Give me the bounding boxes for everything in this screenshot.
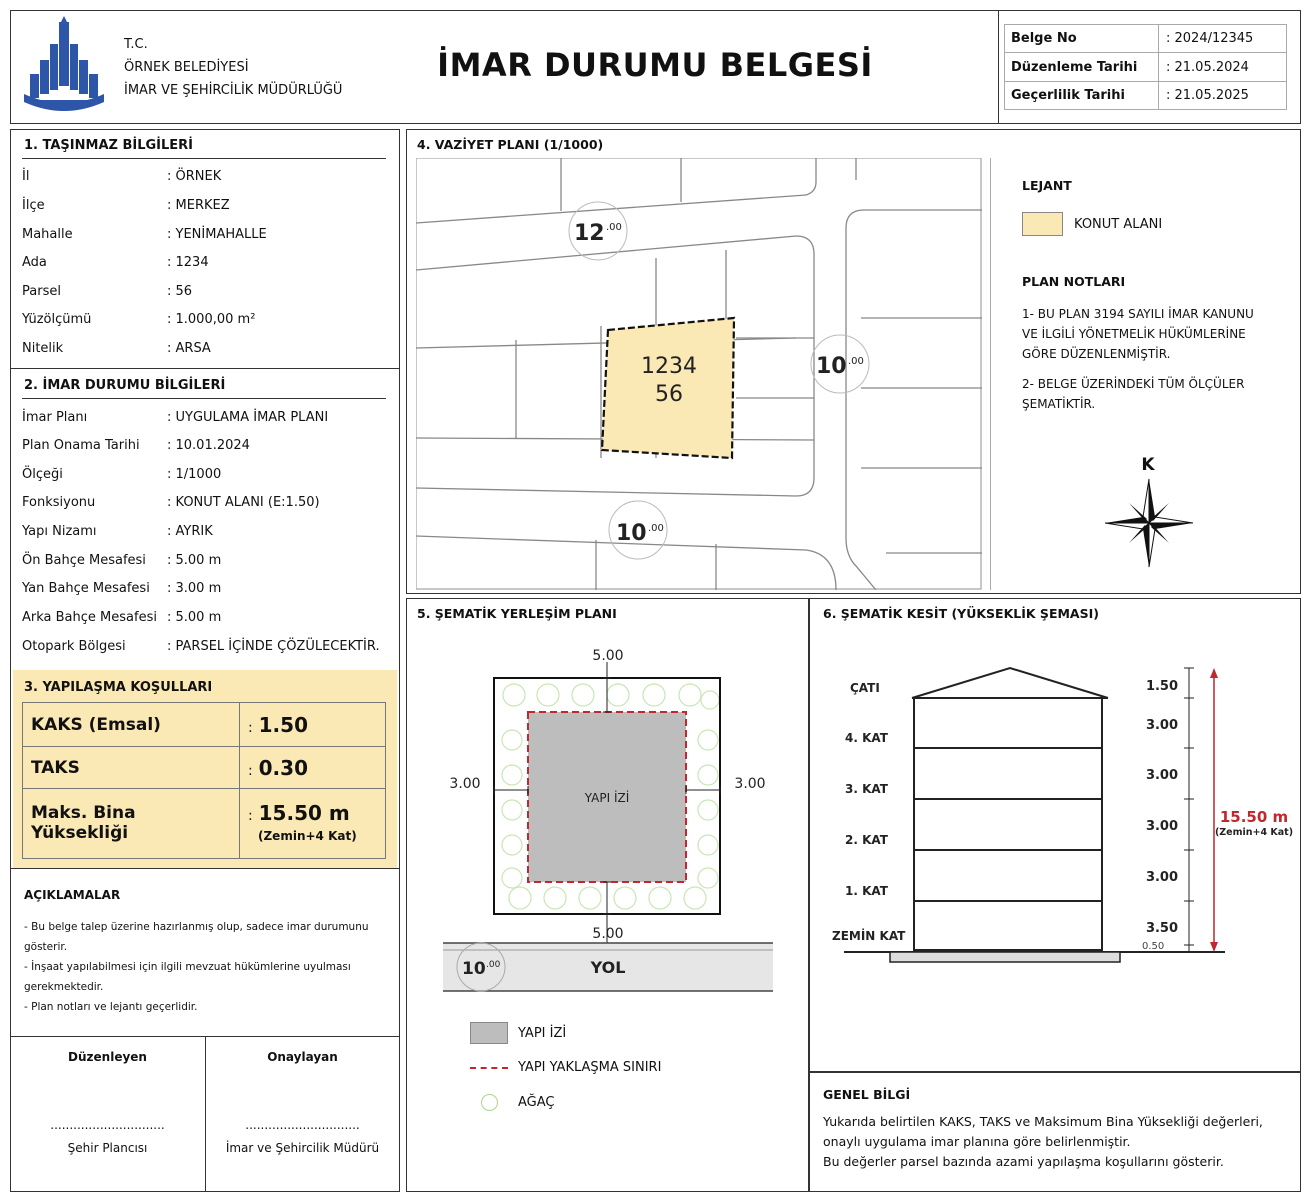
legend-residential-swatch [1022,212,1063,236]
org-line-2: ÖRNEK BELEDİYESİ [124,60,249,75]
meta-label-valid-date: Geçerlilik Tarihi [1011,88,1125,103]
svg-text:.00: .00 [648,523,664,534]
floor-label-1: 1. KAT [845,884,888,898]
legend-footprint-label: YAPI İZİ [518,1026,567,1041]
org-line-3: İMAR VE ŞEHİRCİLİK MÜDÜRLÜĞÜ [124,83,343,98]
north-arrow-icon [1104,478,1194,568]
floor-height-4: 3.00 [1145,718,1179,733]
signature-left-line: .............................. [50,1118,165,1132]
svg-text:.00: .00 [848,356,864,367]
svg-text:.00: .00 [486,960,501,970]
plan-notes-text: 1- BU PLAN 3194 SAYILI İMAR KANUNU VE İLGİLİ YÖNETMELİK HÜKÜMLERİNE GÖRE DÜZENLENMİŞTİR. 2- BELGE ÜZERİNDEKİ TÜM ÖLÇÜLER ŞEMATİKTİR. [1022,307,1254,411]
back-setback: 5.00 [592,926,624,942]
height-cell: : 15.50 m (Zemin+4 Kat) [240,789,386,859]
layout-plan-title: 5. ŞEMATİK YERLEŞİM PLANI [417,606,617,621]
layout-road-width: 10 [462,959,486,979]
legend-footprint-swatch [470,1022,508,1044]
legend-setback-line [470,1067,508,1069]
section-title: 6. ŞEMATİK KESİT (YÜKSEKLİK ŞEMASI) [823,606,1099,621]
height-label: Maks. Bina Yüksekliği [23,789,240,859]
road-label: YOL [590,958,626,977]
site-plan-title: 4. VAZİYET PLANI (1/1000) [417,137,604,152]
svg-text:.00: .00 [606,222,622,233]
floor-height-roof: 1.50 [1145,679,1179,694]
floor-height-ground: 3.50 [1145,921,1179,936]
meta-value-valid-date: : 21.05.2025 [1166,88,1249,103]
signature-left-role: Şehir Plancısı [67,1141,148,1155]
site-plan-map [416,158,982,590]
floor-label-2: 2. KAT [845,833,888,847]
org-line-1: T.C. [124,37,148,52]
road-width-right: 10 [816,354,847,379]
floor-height-3: 3.00 [1145,768,1179,783]
taks-value: 0.30 [258,755,308,780]
notes-title: AÇIKLAMALAR [24,888,121,902]
meta-label-issue-date: Düzenleme Tarihi [1011,60,1138,75]
left-column [10,129,400,1192]
total-height-note: (Zemin+4 Kat) [1214,827,1294,838]
section-drawing [820,660,1298,972]
parcel-no: 56 [655,382,683,407]
floor-label-roof: ÇATI [850,681,880,695]
north-label: K [1141,455,1155,475]
floor-label-3: 3. KAT [845,782,888,796]
road-width-top: 12 [574,221,605,246]
signature-right-title: Onaylayan [267,1050,338,1064]
layout-plan-drawing [440,640,780,1000]
general-info-text: Yukarıda belirtilen KAKS, TAKS ve Maksimum Bina Yüksekliği değerleri, onaylı uygulama imar planına göre belirlenmiştir. Bu değerler parsel bazında azami yapılaşma koşullarını gösterir. [823,1114,1263,1169]
taks-cell: : 0.30 [240,747,386,789]
height-note: (Zemin+4 Kat) [258,829,357,843]
meta-value-doc-no: : 2024/12345 [1166,31,1254,46]
floor-height-2: 3.00 [1145,819,1179,834]
zoning-certificate: T.C. ÖRNEK BELEDİYESİ İMAR VE ŞEHİRCİLİK MÜDÜRLÜĞÜ İMAR DURUMU BELGESİ Belge No : 2024/12345 Düzenleme Tarihi : 21.05.2024 Geçerlilik Tarihi : 21.05.2025 1. TAŞINMAZ BİLGİLERİ İl : ÖRNEK İlçe : MERKEZ Mahalle : YENİMAHALLE Ada : 1234 Parsel : 56 Yüzölçümü : 1.000,00 m² Nitelik : ARSA 2. İMAR DURUMU BİLGİLERİ İmar Planı : UYGULAMA İMAR PLANI Plan Onama Tarihi : 10.01.2024 Ölçeği : 1/1000 Fonksiyonu : KONUT ALANI (E:1.50) Yapı Nizamı : AYRIK Ön Bahçe Mesafesi : 5.00 m Yan Bahçe Mesafesi : 3.00 m Arka Bahçe Mesafesi : 5.00 m Otopark Bölgesi : PARSEL İÇİNDE ÇÖZÜLECEKTİR. 3. YAPILAŞMA KOŞULLARI KAKS (Emsal) : 1.50 TAKS : 0.30 Maks. Bina Yüksekliği : 15.50 m (Zemin+4 Kat) AÇIKLAMALAR - Bu belge talep üzerine hazırlanmış olup, sadece imar durumunu gösterir. - İnşaat yapılabilmesi için ilgili mevzuat hükümlerine uyulması gerekmektedir. - Plan notları ve lejantı geçerlidir. Düzenleyen .............................. Şehir Plancısı Onaylayan .............................. İmar ve Şehircilik Müdürü 4. VAZİYET PLANI (1/1000) 1234 56 12 .00 10 .00 10 .00 LEJANT KONUT ALANI PLAN NOTLARI 1- BU PLAN 3194 SAYILI İMAR KANUNU VE İLGİLİ YÖNETMELİK HÜKÜMLERİNE GÖRE DÜZENLENMİŞTİR. 2- BELGE ÜZERİNDEKİ TÜM ÖLÇÜLER ŞEMATİKTİR. K 5. ŞEMATİK YERLEŞİM PLANI YAPI İZİ 5.00 5.00 3.00 3.00 YOL 10 .00 YAPI İZİ YAPI YAKLAŞMA SINIRI AĞAÇ 6. ŞEMATİK KESİT (YÜKSEKLİK ŞEMASI) ÇATI 4. KAT 3. KAT 2. KAT 1. KAT ZEMİN KAT 1.50 3.00 3.00 3.00 3.00 3.50 0.50 15.50 m (Zemin+4 Kat) GENEL BİLGİ Yukarıda belirtilen KAKS, TAKS ve Maksimum Bina Yüksekliği değerleri, onaylı uygulama imar planına göre belirlenmiştir. Bu değerler parsel bazında azami yapılaşma koşullarını gösterir. [0,0,1310,1201]
base-height: 0.50 [1142,941,1165,952]
notes-text: - Bu belge talep üzerine hazırlanmış olup, sadece imar durumunu gösterir. - İnşaat yapılabilmesi için ilgili mevzuat hükümlerine uyulması gerekmektedir. - Plan notları ve lejantı geçerlidir. [24,921,369,1013]
signature-left-title: Düzenleyen [68,1050,147,1064]
plan-notes-title: PLAN NOTLARI [1022,274,1126,289]
height-value: 15.50 m [258,801,350,825]
floor-label-4: 4. KAT [845,731,888,745]
legend-tree-label: AĞAÇ [518,1095,555,1110]
meta-label-doc-no: Belge No [1011,31,1077,46]
taks-label: TAKS [23,747,240,789]
legend-title: LEJANT [1022,178,1072,193]
conditions-table [22,702,386,859]
road-width-bottom: 10 [616,521,647,546]
signature-right-role: İmar ve Şehircilik Müdürü [225,1141,380,1155]
floor-label-ground: ZEMİN KAT [832,929,906,943]
legend-setback-label: YAPI YAKLAŞMA SINIRI [518,1060,662,1075]
zoning-title: 2. İMAR DURUMU BİLGİLERİ [24,378,226,393]
legend-residential-label: KONUT ALANI [1074,217,1163,232]
municipality-logo-icon [22,16,106,118]
document-title: İMAR DURUMU BELGESİ [437,46,873,84]
property-title: 1. TAŞINMAZ BİLGİLERİ [24,138,194,153]
front-setback: 5.00 [592,648,624,664]
total-height: 15.50 m [1219,808,1289,826]
signature-right-line: .............................. [245,1118,360,1132]
left-setback: 3.00 [449,776,481,792]
kaks-value: 1.50 [258,712,308,737]
tree-icon [481,1094,498,1111]
footprint-label: YAPI İZİ [584,791,630,805]
floor-height-1: 3.00 [1145,870,1179,885]
conditions-title: 3. YAPILAŞMA KOŞULLARI [24,680,213,695]
right-setback: 3.00 [734,776,766,792]
parcel-ada: 1234 [641,354,697,379]
kaks-label: KAKS (Emsal) [23,703,240,747]
meta-value-issue-date: : 21.05.2024 [1166,60,1249,75]
general-info-title: GENEL BİLGİ [823,1087,911,1102]
kaks-cell: : 1.50 [240,703,386,747]
